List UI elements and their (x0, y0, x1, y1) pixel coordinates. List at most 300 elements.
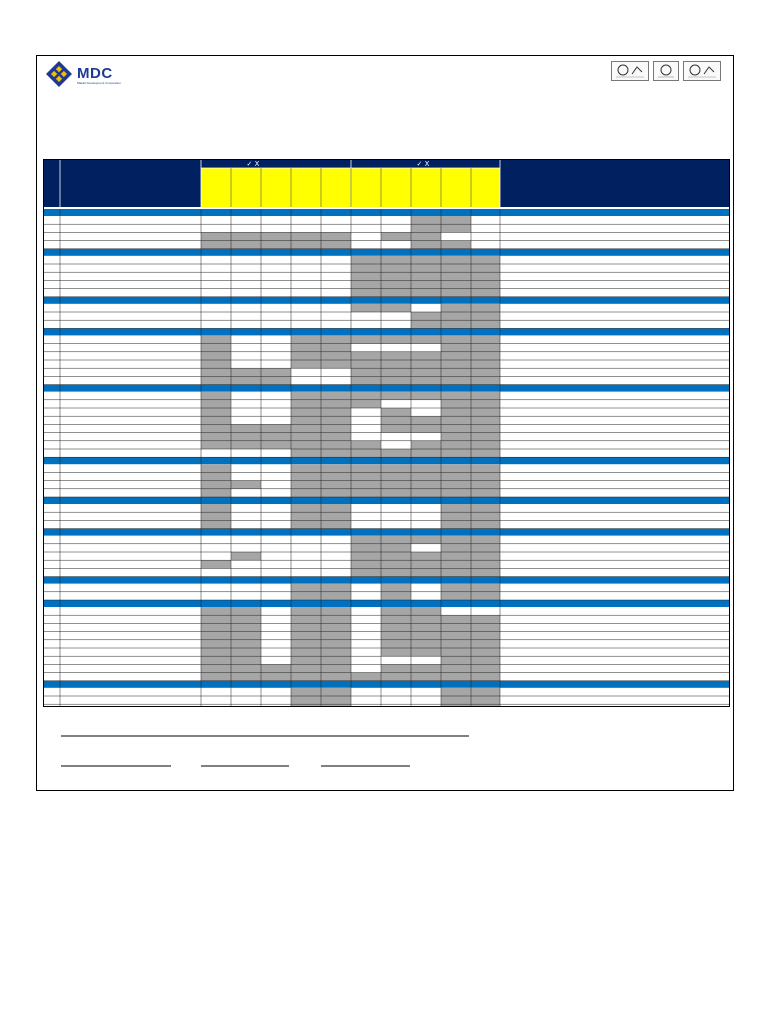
shaded-cell (381, 416, 411, 424)
shaded-cell (381, 623, 411, 631)
shaded-cell (441, 312, 471, 320)
shaded-cell (351, 360, 381, 368)
shaded-cell (321, 489, 351, 497)
shaded-cell (201, 232, 231, 240)
shaded-cell (441, 632, 471, 640)
shaded-cell (291, 335, 321, 343)
shaded-cell (471, 544, 500, 552)
shaded-cell (261, 673, 291, 681)
shaded-cell (321, 696, 351, 704)
shaded-cell (411, 648, 441, 656)
shaded-cell (351, 441, 381, 449)
shaded-cell (201, 241, 231, 249)
shaded-cell (411, 368, 441, 376)
shaded-cell (411, 552, 441, 560)
shaded-cell (441, 464, 471, 472)
shaded-cell (291, 464, 321, 472)
shaded-cell (261, 241, 291, 249)
shaded-cell (471, 615, 500, 623)
shaded-cell (321, 360, 351, 368)
shaded-cell (441, 320, 471, 328)
shaded-cell (291, 408, 321, 416)
shaded-cell (321, 416, 351, 424)
group-b-header-text: ✓ X (416, 160, 430, 168)
shaded-cell (201, 607, 231, 615)
shaded-cell (231, 632, 261, 640)
shaded-cell (441, 664, 471, 672)
shaded-cell (471, 481, 500, 489)
shaded-cell (201, 335, 231, 343)
shaded-cell (201, 368, 231, 376)
shaded-cell (321, 623, 351, 631)
shaded-cell (321, 592, 351, 600)
shaded-cell (351, 560, 381, 568)
shaded-cell (411, 280, 441, 288)
shaded-cell (441, 688, 471, 696)
shaded-cell (201, 504, 231, 512)
shaded-cell (291, 360, 321, 368)
iso-badge-2-icon (653, 61, 679, 81)
shaded-cell (471, 449, 500, 457)
shaded-cell (471, 520, 500, 528)
shaded-cell (351, 400, 381, 408)
shaded-cell (471, 673, 500, 681)
shaded-cell (201, 441, 231, 449)
shaded-cell (201, 360, 231, 368)
shaded-cell (411, 632, 441, 640)
shaded-cell (291, 449, 321, 457)
shaded-cell (471, 623, 500, 631)
shaded-cell (321, 352, 351, 360)
shaded-cell (291, 504, 321, 512)
shaded-cell (411, 673, 441, 681)
document-frame (36, 55, 734, 791)
section-header-row (43, 681, 730, 688)
shaded-cell (381, 408, 411, 416)
shaded-cell (411, 224, 441, 232)
shaded-cell (411, 472, 441, 480)
shaded-cell (291, 433, 321, 441)
shaded-cell (411, 376, 441, 384)
shaded-cell (351, 368, 381, 376)
shaded-cell (291, 696, 321, 704)
shaded-cell (471, 536, 500, 544)
checklist-grid (43, 159, 730, 707)
shaded-cell (441, 640, 471, 648)
shaded-cell (321, 615, 351, 623)
shaded-cell (321, 584, 351, 592)
shaded-cell (441, 416, 471, 424)
shaded-cell (471, 560, 500, 568)
shaded-cell (231, 656, 261, 664)
section-header-row (43, 600, 730, 607)
shaded-cell (351, 392, 381, 400)
yellow-column-headers (201, 168, 500, 207)
shaded-cell (441, 408, 471, 416)
shaded-cell (351, 472, 381, 480)
shaded-cell (351, 536, 381, 544)
shaded-cell (291, 512, 321, 520)
shaded-cell (411, 289, 441, 297)
shaded-cell (201, 673, 231, 681)
shaded-cell (381, 584, 411, 592)
shaded-cell (201, 433, 231, 441)
shaded-cell (441, 560, 471, 568)
shaded-cell (441, 449, 471, 457)
shaded-cell (351, 304, 381, 312)
shaded-cell (441, 552, 471, 560)
shaded-cell (201, 664, 231, 672)
shaded-cell (381, 464, 411, 472)
shaded-cell (321, 512, 351, 520)
shaded-cell (291, 648, 321, 656)
shaded-cell (291, 664, 321, 672)
shaded-cell (441, 504, 471, 512)
shaded-cell (381, 256, 411, 264)
section-header-row (43, 385, 730, 392)
shaded-cell (321, 408, 351, 416)
shaded-cell (231, 376, 261, 384)
shaded-cell (201, 632, 231, 640)
section-header-row (43, 209, 730, 216)
shaded-cell (441, 615, 471, 623)
shaded-cell (201, 400, 231, 408)
shaded-cell (261, 376, 291, 384)
shaded-cell (201, 416, 231, 424)
shaded-cell (441, 544, 471, 552)
shaded-cell (381, 592, 411, 600)
shaded-cell (291, 640, 321, 648)
shaded-cell (471, 648, 500, 656)
shaded-cell (441, 376, 471, 384)
shaded-cell (471, 416, 500, 424)
shaded-cell (261, 664, 291, 672)
shaded-cell (381, 673, 411, 681)
shaded-cell (201, 392, 231, 400)
shaded-cell (471, 344, 500, 352)
shaded-cell (381, 560, 411, 568)
shaded-cell (351, 352, 381, 360)
shaded-cell (381, 489, 411, 497)
shaded-cell (411, 392, 441, 400)
shaded-cell (441, 481, 471, 489)
shaded-cell (321, 656, 351, 664)
shaded-cell (261, 424, 291, 432)
shaded-cell (471, 256, 500, 264)
shaded-cell (381, 664, 411, 672)
logo-subtext: Makati Development Corporation (77, 81, 121, 85)
shaded-cell (321, 344, 351, 352)
shaded-cell (471, 640, 500, 648)
shaded-cell (441, 264, 471, 272)
shaded-cell (291, 416, 321, 424)
shaded-cell (201, 481, 231, 489)
shaded-cell (471, 632, 500, 640)
shaded-cell (381, 472, 411, 480)
shaded-cell (411, 320, 441, 328)
shaded-cell (321, 472, 351, 480)
shaded-cell (231, 232, 261, 240)
shaded-cell (441, 224, 471, 232)
shaded-cell (411, 216, 441, 224)
shaded-cell (351, 673, 381, 681)
shaded-cell (471, 368, 500, 376)
shaded-cell (441, 272, 471, 280)
shaded-cell (291, 344, 321, 352)
shaded-cell (291, 615, 321, 623)
shaded-cell (471, 464, 500, 472)
shaded-cell (231, 615, 261, 623)
shaded-cell (201, 648, 231, 656)
shaded-cell (411, 481, 441, 489)
shaded-cell (321, 607, 351, 615)
shaded-cell (411, 241, 441, 249)
shaded-cell (351, 552, 381, 560)
shaded-cell (441, 368, 471, 376)
shaded-cell (291, 489, 321, 497)
shaded-cell (471, 272, 500, 280)
shaded-cell (321, 424, 351, 432)
shaded-cell (351, 489, 381, 497)
shaded-cell (291, 607, 321, 615)
shaded-cell (351, 264, 381, 272)
section-header-row (43, 529, 730, 536)
shaded-cell (321, 449, 351, 457)
shaded-cell (351, 289, 381, 297)
shaded-cell (291, 472, 321, 480)
shaded-cell (471, 696, 500, 704)
shaded-cell (381, 536, 411, 544)
shaded-cell (471, 280, 500, 288)
section-header-row (43, 497, 730, 504)
shaded-cell (411, 352, 441, 360)
shaded-cell (381, 544, 411, 552)
shaded-cell (381, 272, 411, 280)
shaded-cell (291, 241, 321, 249)
section-header-row (43, 249, 730, 256)
shaded-cell (471, 472, 500, 480)
shaded-cell (441, 344, 471, 352)
section-header-row (43, 457, 730, 464)
shaded-cell (441, 656, 471, 664)
shaded-cell (411, 312, 441, 320)
shaded-cell (471, 504, 500, 512)
shaded-cell (321, 688, 351, 696)
shaded-cell (351, 272, 381, 280)
shaded-cell (471, 592, 500, 600)
section-header-row (43, 297, 730, 304)
shaded-cell (321, 673, 351, 681)
shaded-cell (231, 648, 261, 656)
shaded-cell (231, 664, 261, 672)
shaded-cell (411, 607, 441, 615)
shaded-cell (381, 280, 411, 288)
shaded-cell (381, 552, 411, 560)
shaded-cell (441, 280, 471, 288)
shaded-cell (351, 335, 381, 343)
shaded-cell (261, 232, 291, 240)
shaded-cell (441, 241, 471, 249)
shaded-cell (201, 376, 231, 384)
shaded-cell (231, 368, 261, 376)
shaded-cell (351, 376, 381, 384)
shaded-cell (381, 376, 411, 384)
shaded-cell (291, 481, 321, 489)
section-header-row (43, 577, 730, 584)
shaded-cell (411, 536, 441, 544)
shaded-cell (201, 615, 231, 623)
shaded-cell (291, 584, 321, 592)
shaded-cell (441, 441, 471, 449)
shaded-cell (471, 489, 500, 497)
shaded-cell (351, 481, 381, 489)
shaded-cell (201, 520, 231, 528)
shaded-cell (231, 424, 261, 432)
shaded-cell (441, 489, 471, 497)
shaded-cell (471, 360, 500, 368)
shaded-cell (441, 424, 471, 432)
shaded-cell (381, 607, 411, 615)
shaded-cell (201, 344, 231, 352)
iso-badge-3-icon (683, 61, 721, 81)
shaded-cell (381, 481, 411, 489)
shaded-cell (471, 568, 500, 576)
logo-text: MDC (77, 65, 113, 82)
shaded-cell (441, 536, 471, 544)
section-header-row (43, 328, 730, 335)
shaded-cell (291, 441, 321, 449)
shaded-cell (471, 408, 500, 416)
shaded-cell (441, 400, 471, 408)
shaded-cell (411, 623, 441, 631)
shaded-cell (471, 688, 500, 696)
shaded-cell (381, 648, 411, 656)
shaded-cell (291, 656, 321, 664)
shaded-cell (201, 512, 231, 520)
shaded-cell (471, 335, 500, 343)
shaded-cell (441, 623, 471, 631)
shaded-cell (441, 256, 471, 264)
shaded-cell (381, 368, 411, 376)
shaded-cell (321, 504, 351, 512)
shaded-cell (321, 232, 351, 240)
iso-badge-1-icon (611, 61, 649, 81)
shaded-cell (231, 552, 261, 560)
shaded-cell (201, 623, 231, 631)
shaded-cell (471, 352, 500, 360)
shaded-cell (471, 392, 500, 400)
group-a-header-text: ✓ X (246, 160, 260, 168)
shaded-cell (411, 272, 441, 280)
shaded-cell (381, 335, 411, 343)
shaded-cell (411, 464, 441, 472)
shaded-cell (381, 232, 411, 240)
shaded-cell (351, 568, 381, 576)
shaded-cell (351, 449, 381, 457)
shaded-cell (261, 368, 291, 376)
shaded-cell (471, 312, 500, 320)
shaded-cell (411, 664, 441, 672)
shaded-cell (351, 256, 381, 264)
shaded-cell (291, 424, 321, 432)
shaded-cell (321, 392, 351, 400)
shaded-cell (321, 433, 351, 441)
shaded-cell (231, 481, 261, 489)
shaded-cell (261, 441, 291, 449)
shaded-cell (351, 280, 381, 288)
shaded-cell (471, 441, 500, 449)
shaded-cell (321, 648, 351, 656)
shaded-cell (381, 424, 411, 432)
shaded-cell (441, 520, 471, 528)
shaded-cell (321, 632, 351, 640)
shaded-cell (321, 241, 351, 249)
shaded-cell (441, 289, 471, 297)
shaded-cell (381, 264, 411, 272)
shaded-cell (351, 464, 381, 472)
shaded-cell (471, 512, 500, 520)
shaded-cell (291, 400, 321, 408)
shaded-cell (411, 256, 441, 264)
shaded-cell (441, 472, 471, 480)
shaded-cell (441, 352, 471, 360)
shaded-cell (291, 520, 321, 528)
shaded-cell (201, 489, 231, 497)
shaded-cell (441, 304, 471, 312)
shaded-cell (441, 696, 471, 704)
shaded-cell (201, 560, 231, 568)
shaded-cell (441, 216, 471, 224)
shaded-cell (321, 335, 351, 343)
shaded-cell (291, 632, 321, 640)
shaded-cell (381, 352, 411, 360)
shaded-cell (321, 441, 351, 449)
shaded-cell (441, 568, 471, 576)
shaded-cell (381, 392, 411, 400)
shaded-cell (321, 640, 351, 648)
shaded-cell (201, 656, 231, 664)
shaded-cell (471, 304, 500, 312)
shaded-cell (441, 335, 471, 343)
shaded-cell (201, 408, 231, 416)
shaded-cell (231, 607, 261, 615)
shaded-cell (471, 376, 500, 384)
shaded-cell (471, 433, 500, 441)
shaded-cell (291, 232, 321, 240)
certification-badges (611, 61, 721, 83)
shaded-cell (291, 392, 321, 400)
shaded-cell (441, 648, 471, 656)
shaded-cell (351, 544, 381, 552)
shaded-cell (291, 623, 321, 631)
shaded-cell (231, 673, 261, 681)
shaded-cell (381, 632, 411, 640)
shaded-cell (411, 640, 441, 648)
shaded-cell (411, 615, 441, 623)
shaded-cell (201, 472, 231, 480)
shaded-cell (321, 481, 351, 489)
shaded-cell (441, 673, 471, 681)
shaded-cell (411, 568, 441, 576)
shaded-cell (441, 360, 471, 368)
shaded-cell (411, 360, 441, 368)
shaded-cell (441, 512, 471, 520)
shaded-cell (411, 232, 441, 240)
shaded-cell (411, 441, 441, 449)
shaded-cell (381, 360, 411, 368)
shaded-cell (201, 352, 231, 360)
shaded-cell (471, 289, 500, 297)
